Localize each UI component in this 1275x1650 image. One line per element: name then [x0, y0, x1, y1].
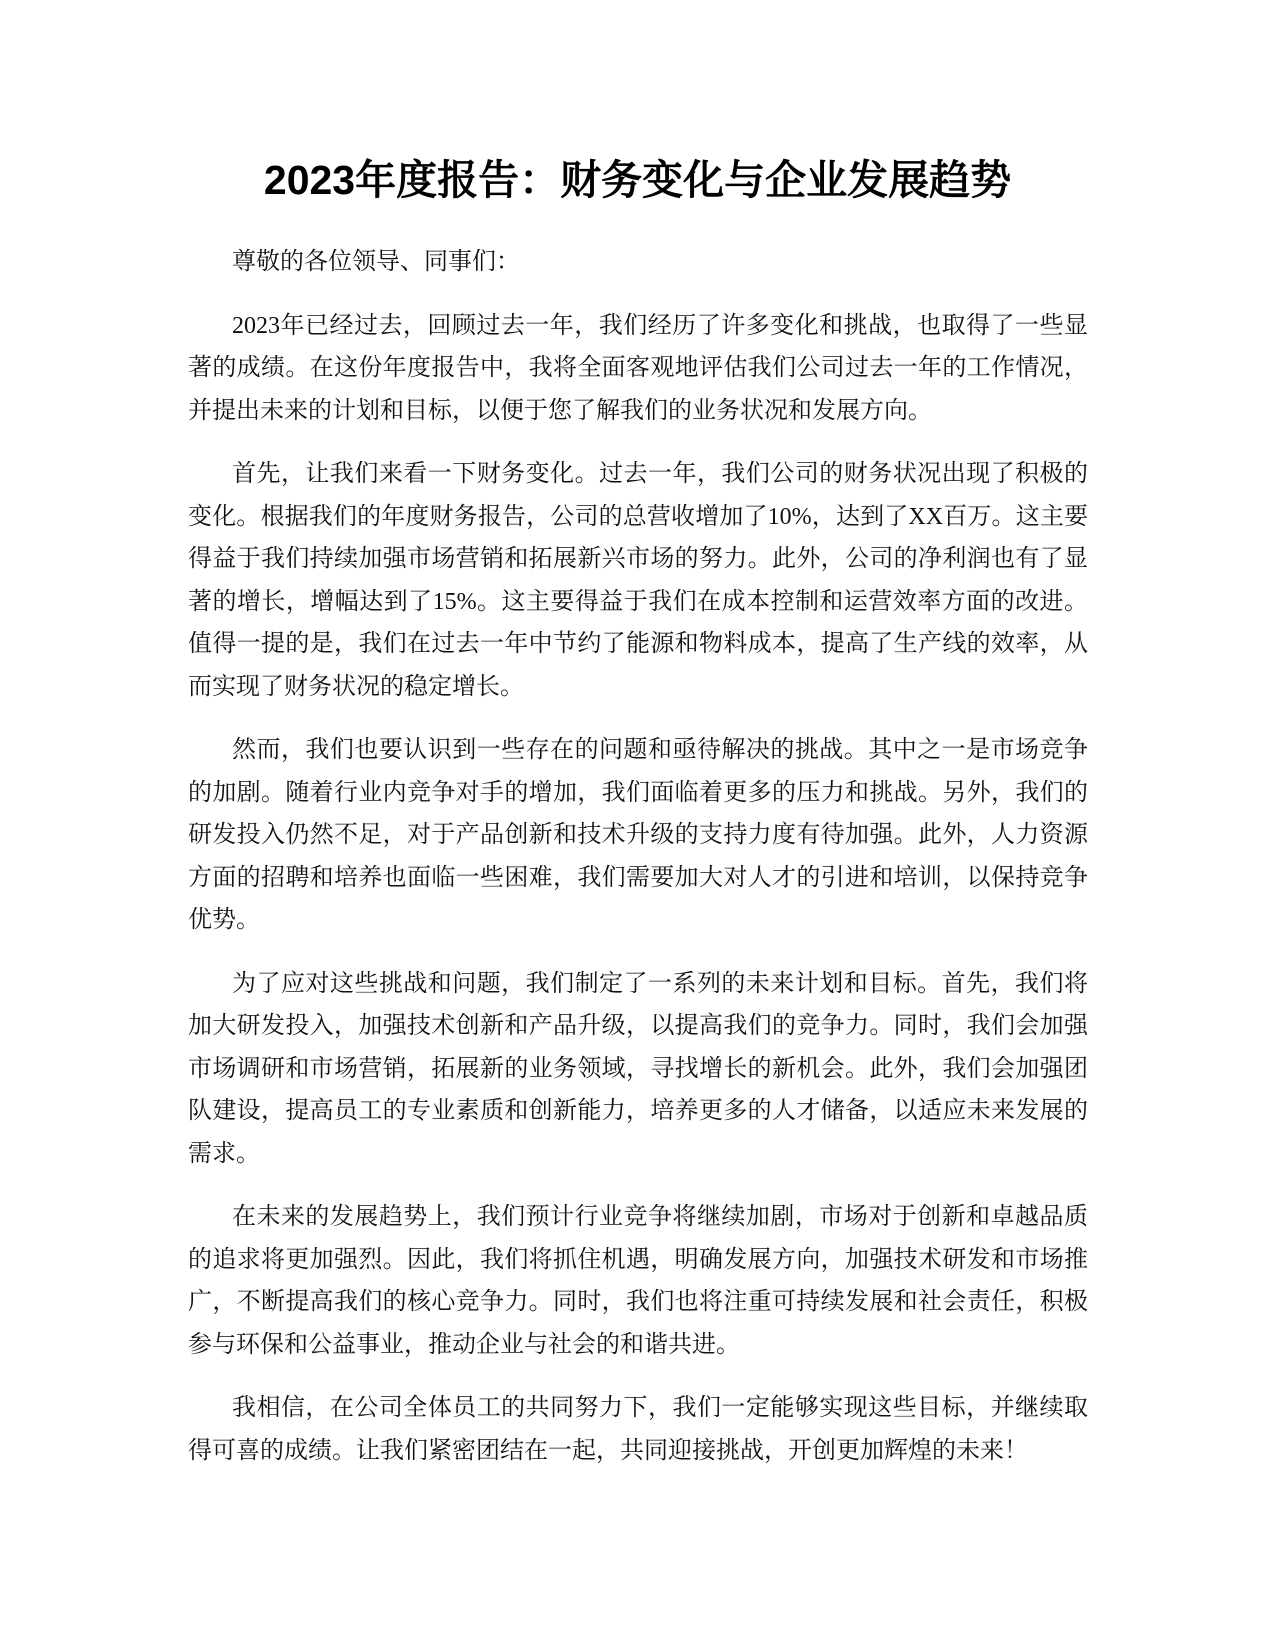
future-plans-paragraph: 为了应对这些挑战和问题，我们制定了一系列的未来计划和目标。首先，我们将加大研发投入，加强技术创新和产品升级，以提高我们的竞争力。同时，我们会加强市场调研和市场营销，拓展新的业务领域，寻找增长的新机会。此外，我们会加强团队建设，提高员工的专业素质和创新能力，培养更多的人才储备，以适应未来发展的需求。	[188, 970, 1088, 1167]
challenges-paragraph: 然而，我们也要认识到一些存在的问题和亟待解决的挑战。其中之一是市场竞争的加剧。随着行业内竞争对手的增加，我们面临着更多的压力和挑战。另外，我们的研发投入仍然不足，对于产品创新和技术升级的支持力度有待加强。此外，人力资源方面的招聘和培养也面临一些困难，我们需要加大对人才的引进和培训，以保持竞争优势。	[188, 737, 1088, 933]
closing-paragraph: 我相信，在公司全体员工的共同努力下，我们一定能够实现这些目标，并继续取得可喜的成绩。让我们紧密团结在一起，共同迎接挑战，开创更加辉煌的未来！	[188, 1395, 1088, 1464]
greeting-paragraph: 尊敬的各位领导、同事们：	[232, 249, 520, 275]
development-trends-paragraph: 在未来的发展趋势上，我们预计行业竞争将继续加剧，市场对于创新和卓越品质的追求将更加强烈。因此，我们将抓住机遇，明确发展方向，加强技术研发和市场推广，不断提高我们的核心竞争力。同时，我们也将注重可持续发展和社会责任，积极参与环保和公益事业，推动企业与社会的和谐共进。	[188, 1204, 1088, 1358]
document-body	[188, 241, 1088, 1493]
financial-changes-paragraph: 首先，让我们来看一下财务变化。过去一年，我们公司的财务状况出现了积极的变化。根据我们的年度财务报告，公司的总营收增加了10%，达到了XX百万。这主要得益于我们持续加强市场营销和拓展新兴市场的努力。此外，公司的净利润也有了显著的增长，增幅达到了15%。这主要得益于我们在成本控制和运营效率方面的改进。值得一提的是，我们在过去一年中节约了能源和物料成本，提高了生产线的效率，从而实现了财务状况的稳定增长。	[188, 461, 1088, 700]
intro-paragraph: 2023年已经过去，回顾过去一年，我们经历了许多变化和挑战，也取得了一些显著的成绩。在这份年度报告中，我将全面客观地评估我们公司过去一年的工作情况，并提出未来的计划和目标，以便于您了解我们的业务状况和发展方向。	[188, 312, 1088, 424]
document-title: 2023年度报告：财务变化与企业发展趋势	[263, 157, 1012, 203]
